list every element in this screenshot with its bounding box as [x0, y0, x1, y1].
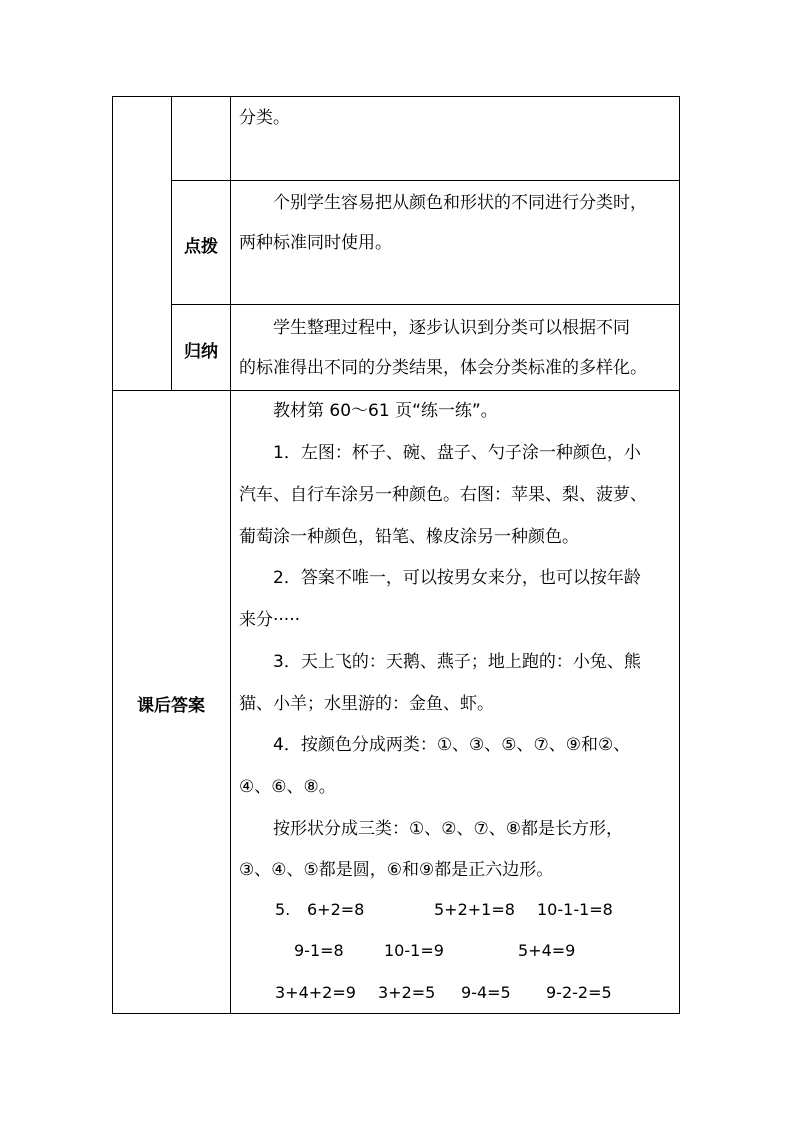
answer-line-4: 葡萄涂一种颜色，铅笔、橡皮涂另一种颜色。 — [239, 527, 579, 547]
answer-line-8: 猫、小羊；水里游的：金鱼、虾。 — [239, 694, 494, 714]
math-a-2: 5+2+1=8 — [434, 900, 515, 919]
math-c-1: 3+4+2=9 — [275, 983, 356, 1002]
row3-label: 归纳 — [184, 342, 218, 362]
math-a-3: 10-1-1=8 — [537, 900, 613, 919]
math-c-3: 9-4=5 — [461, 983, 511, 1002]
math-b-3: 5+4=9 — [518, 941, 576, 960]
row3-line2: 的标准得出不同的分类结果，体会分类标准的多样化。 — [239, 358, 647, 378]
row-divider-1 — [171, 180, 680, 181]
math-b-2: 10-1=9 — [384, 941, 444, 960]
row3-line1: 学生整理过程中，逐步认识到分类可以根据不同 — [273, 318, 630, 338]
math-b-1: 9-1=8 — [294, 941, 344, 960]
answer-line-9: 4．按颜色分成两类：①、③、⑤、⑦、⑨和②、 — [273, 735, 631, 755]
row2-label: 点拨 — [184, 237, 218, 257]
answer-line-12: ③、④、⑤都是圆，⑥和⑨都是正六边形。 — [239, 860, 554, 880]
row-divider-2 — [171, 304, 680, 305]
answer-line-1: 教材第 60～61 页“练一练”。 — [273, 401, 498, 421]
math-c-4: 9-2-2=5 — [546, 983, 612, 1002]
row1-text: 分类。 — [239, 108, 290, 128]
col-divider-2 — [230, 96, 231, 1014]
answer-line-5: 2．答案不唯一，可以按男女来分，也可以按年龄 — [273, 568, 641, 588]
answer-line-10: ④、⑥、⑧。 — [239, 777, 336, 797]
row2-line1: 个别学生容易把从颜色和形状的不同进行分类时， — [273, 193, 647, 213]
math-a-1: 6+2=8 — [307, 900, 365, 919]
answer-line-6: 来分····· — [239, 610, 301, 630]
row2-line2: 两种标准同时使用。 — [239, 233, 392, 253]
row4-label: 课后答案 — [137, 696, 205, 716]
answer-line-3: 汽车、自行车涂另一种颜色。右图：苹果、梨、菠萝、 — [239, 485, 647, 505]
answer-line-2: 1．左图：杯子、碗、盘子、勺子涂一种颜色，小 — [273, 443, 641, 463]
math-a-number: 5. — [275, 900, 291, 919]
math-c-2: 3+2=5 — [378, 983, 436, 1002]
answer-line-11: 按形状分成三类：①、②、⑦、⑧都是长方形， — [273, 819, 623, 839]
answer-line-7: 3．天上飞的：天鹅、燕子；地上跑的：小兔、熊 — [273, 652, 641, 672]
